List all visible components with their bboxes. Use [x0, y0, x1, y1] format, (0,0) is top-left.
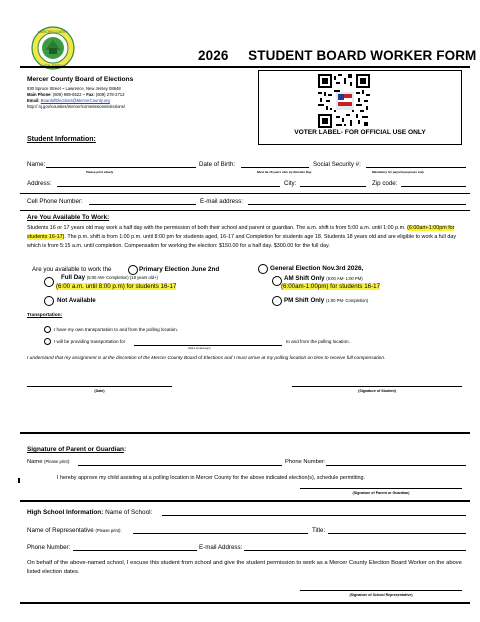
address-field[interactable] [57, 186, 280, 187]
parent-name-field[interactable] [78, 465, 282, 466]
voter-label-text: VOTER LABEL- FOR OFFICIAL USE ONLY [294, 129, 426, 136]
divider [20, 193, 470, 194]
section-divider [20, 500, 470, 502]
name-field[interactable] [46, 167, 196, 168]
school-signature-field[interactable] [300, 590, 462, 591]
section-divider [20, 432, 470, 434]
pm-shift-radio[interactable] [272, 296, 282, 306]
form-year: 2026 [198, 48, 229, 63]
form-title: STUDENT BOARD WORKER FORM [248, 48, 477, 63]
passenger-hint: (Name of passenger) [188, 347, 211, 350]
pm-shift-option: PM Shift Only (1:00 PM- Completion) [284, 297, 369, 304]
zip-label: Zip code: [372, 180, 398, 187]
provide-transport-checkbox[interactable] [44, 338, 51, 345]
full-day-radio[interactable] [44, 277, 54, 287]
zip-field[interactable] [401, 186, 466, 187]
school-email-label: E-mail Address: [199, 544, 243, 551]
school-heading: High School Information: Name of School: [27, 509, 153, 516]
county-seal-logo [31, 26, 75, 70]
rep-name-label: Name of Representative (Please print): [27, 527, 122, 534]
school-email-field[interactable] [244, 550, 466, 551]
bottom-rule [20, 602, 470, 604]
own-transport-checkbox[interactable] [44, 326, 51, 333]
org-address: 930 Spruce Street ~ Lawrence, New Jersey 08648 [27, 86, 121, 91]
own-transport-label: I have my own transportation to and from the polling location. [54, 327, 179, 332]
general-election-label: General Election Nov.3rd 2026, [270, 265, 364, 272]
dob-label: Date of Birth: [199, 161, 236, 168]
provide-transport-suffix: to and from the polling location. [286, 339, 350, 344]
city-field[interactable] [300, 186, 366, 187]
school-name-field[interactable] [162, 515, 466, 516]
school-phone-field[interactable] [73, 550, 197, 551]
dob-hint: Must be 16 years old+ by Election Day [257, 170, 312, 174]
org-email: Email: BoardofElections@MercerCounty.org [27, 98, 110, 103]
parent-name-label: Name (Please print): [27, 459, 71, 465]
header-rule [20, 66, 470, 68]
availability-heading: Are You Available To Work: [27, 214, 110, 221]
org-website[interactable]: http://.nj.gov/counties/mercer/commissions/elections/ [27, 104, 125, 109]
org-name: Mercer County Board of Elections [27, 76, 134, 83]
primary-election-label: Primary Election June 2nd [139, 266, 220, 273]
email-label: E-mail address: [200, 198, 243, 205]
passenger-name-field[interactable] [134, 345, 282, 346]
student-date-field[interactable] [27, 386, 172, 387]
org-phone: Main Phone: (609) 989-6522 ~ Fax: (609) 278-2713 [27, 92, 125, 97]
rep-title-label: Title: [312, 527, 326, 534]
rep-title-field[interactable] [328, 533, 466, 534]
availability-question: Are you available to work the [32, 266, 112, 273]
school-signature-caption: (Signature of School Representative) [349, 593, 413, 597]
divider [20, 210, 470, 211]
parent-approval-text: I hereby approve my child assisting at a polling location in Mercer County for the above indicated election(s), schedule permitting. [57, 475, 366, 481]
am-shift-highlight: (6:00am-1:00pm) for students 16-17 [281, 283, 381, 290]
student-signature-field[interactable] [292, 386, 462, 387]
parent-phone-label: Phone Number: [285, 459, 326, 465]
not-available-radio[interactable] [44, 296, 54, 306]
am-shift-option: AM Shift Only (5:00 AM- 1:00 PM) [284, 275, 363, 282]
student-info-heading: Student Information: [27, 136, 96, 143]
name-hint: Please print clearly [86, 170, 114, 174]
student-signature-caption: (Signature of Student) [358, 389, 396, 393]
rep-name-field[interactable] [133, 533, 308, 534]
disclaimer: I understand that my assignment is at the discretion of the Mercer County Board of Elections and I must arrive at my polling location on time to receive full compensation. [27, 356, 386, 361]
city-label: City: [284, 180, 297, 187]
full-day-option: Full Day (5:00 AM- Completion) (18 years old+) [61, 274, 158, 281]
cell-phone-label: Cell Phone Number: [27, 198, 83, 205]
cell-phone-field[interactable] [89, 204, 196, 205]
date-caption: (Date) [94, 389, 105, 393]
name-label: Name: [27, 161, 46, 168]
qr-code-icon [318, 74, 370, 128]
email-link[interactable]: BoardofElections@MercerCounty.org [40, 98, 110, 103]
transportation-heading: Transportation: [27, 313, 63, 318]
parent-signature-field[interactable] [300, 488, 462, 489]
availability-paragraph: Students 16 or 17 years old may work a half day with the permission of both their school and parent or guardian. The a.m. shift is from 5:00 a.m. until 1:00 p.m. (6:00am-1:00pm for students 16-17). The p.m. shift is from 1:00 p.m. until 8:00 pm for students aged, 16-17 and Completion for students age 18. Students 18 years old and are eligible to work a full day which is from 5:15 a.m. until completion. Compensation for working the election: $150.00 for a half day. $300.00 for the full day. [27, 225, 457, 249]
ssn-field[interactable] [366, 167, 466, 168]
margin-tick [18, 478, 20, 483]
dob-field[interactable] [241, 167, 309, 168]
email-field[interactable] [248, 204, 466, 205]
ssn-label: Social Security #: [313, 161, 361, 168]
svg-text:NEW JERSEY: NEW JERSEY [42, 64, 64, 68]
provide-transport-label: I will be providing transportation for [54, 339, 126, 344]
general-election-radio[interactable] [258, 264, 268, 274]
full-day-highlight: (6:00 a.m. until 8:00 p.m) for students 16-17 [56, 283, 177, 290]
address-label: Address: [27, 180, 52, 187]
school-phone-label: Phone Number: [27, 544, 71, 551]
parent-phone-field[interactable] [326, 465, 466, 466]
parent-signature-caption: (Signature of Parent or Guardian) [352, 491, 410, 495]
ssn-hint: Mandatory for payroll purposes only [372, 170, 425, 174]
not-available-label: Not Available [57, 297, 96, 304]
school-excuse-text: On behalf of the above-named school, I excuse this student from school and give the student permission to work as a Mercer County Election Board Worker on the above listed election dates. [27, 560, 462, 575]
svg-text:MERCER COUNTY: MERCER COUNTY [38, 30, 68, 34]
parent-heading: Signature of Parent or Guardian: [27, 446, 127, 453]
